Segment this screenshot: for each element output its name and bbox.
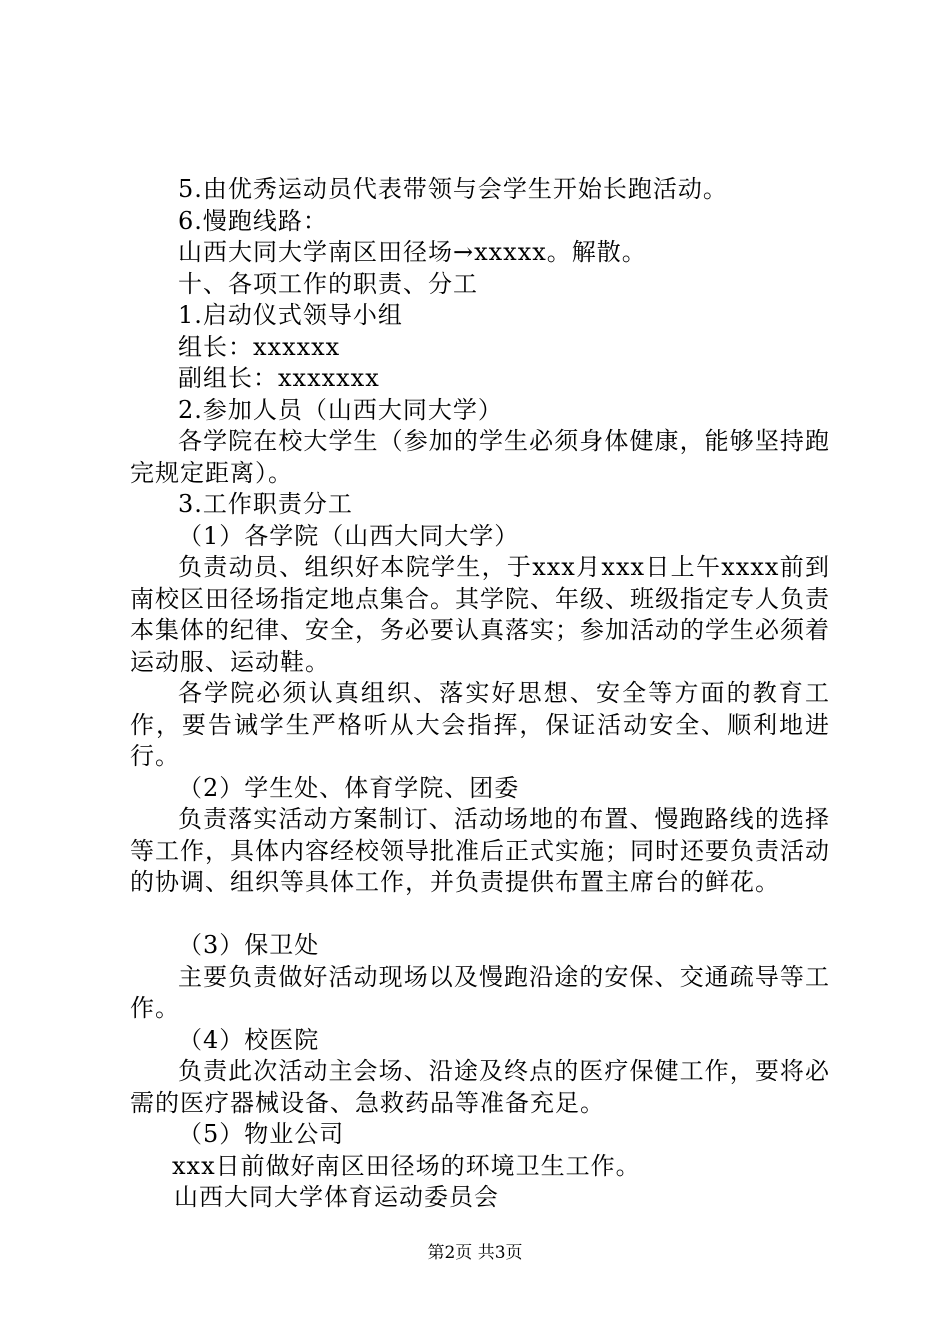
leadership-group-heading: 1.启动仪式领导小组 — [178, 301, 403, 329]
participants-heading: 2.参加人员（山西大同大学） — [178, 395, 503, 424]
page-number-footer: 第2页 共3页 — [427, 1243, 523, 1263]
property-subheading: （5）物业公司 — [178, 1120, 345, 1148]
step-6-heading: 6.慢跑线路： — [178, 206, 328, 235]
route-line: 山西大同大学南区田径场→xxxxx。解散。 — [178, 238, 647, 266]
duties-heading: 3.工作职责分工 — [178, 490, 353, 518]
colleges-paragraph-2: 各学院必须认真组织、落实好思想、安全等方面的教育工作，要告诫学生严格听从大会指挥，保证活动安全、顺利地进行。 — [130, 679, 830, 770]
property-paragraph: xxx日前做好南区田径场的环境卫生工作。 — [172, 1151, 641, 1180]
blank-line — [130, 899, 835, 931]
colleges-paragraph-1: 负责动员、组织好本院学生，于xxx月xxx日上午xxxx前到南校区田径场指定地点集合。其学院、年级、班级指定专人负责本集体的纪律、安全，务必要认真落实；参加活动的学生必须着运动服、运动鞋。 — [130, 553, 830, 676]
group-leader-line: 组长：xxxxxx — [178, 332, 341, 361]
student-office-subheading: （2）学生处、体育学院、团委 — [178, 773, 520, 802]
section-10-heading: 十、各项工作的职责、分工 — [178, 269, 478, 298]
signature-line: 山西大同大学体育运动委员会 — [174, 1183, 499, 1211]
step-5-line: 5.由优秀运动员代表带领与会学生开始长跑活动。 — [178, 175, 728, 203]
document-body — [130, 174, 835, 1214]
clinic-subheading: （4）校医院 — [178, 1025, 320, 1054]
participants-paragraph: 各学院在校大学生（参加的学生必须身体健康，能够坚持跑完规定距离）。 — [130, 427, 830, 487]
deputy-leader-line: 副组长：xxxxxxx — [178, 364, 380, 392]
security-paragraph: 主要负责做好活动现场以及慢跑沿途的安保、交通疏导等工作。 — [130, 962, 830, 1022]
student-office-paragraph: 负责落实活动方案制订、活动场地的布置、慢跑路线的选择等工作，具体内容经校领导批准后正式实施；同时还要负责活动的协调、组织等具体工作，并负责提供布置主席台的鲜花。 — [130, 805, 830, 896]
security-subheading: （3）保卫处 — [178, 931, 320, 959]
colleges-subheading: （1）各学院（山西大同大学） — [178, 521, 520, 550]
clinic-paragraph: 负责此次活动主会场、沿途及终点的医疗保健工作，要将必需的医疗器械设备、急救药品等准备充足。 — [130, 1057, 830, 1117]
